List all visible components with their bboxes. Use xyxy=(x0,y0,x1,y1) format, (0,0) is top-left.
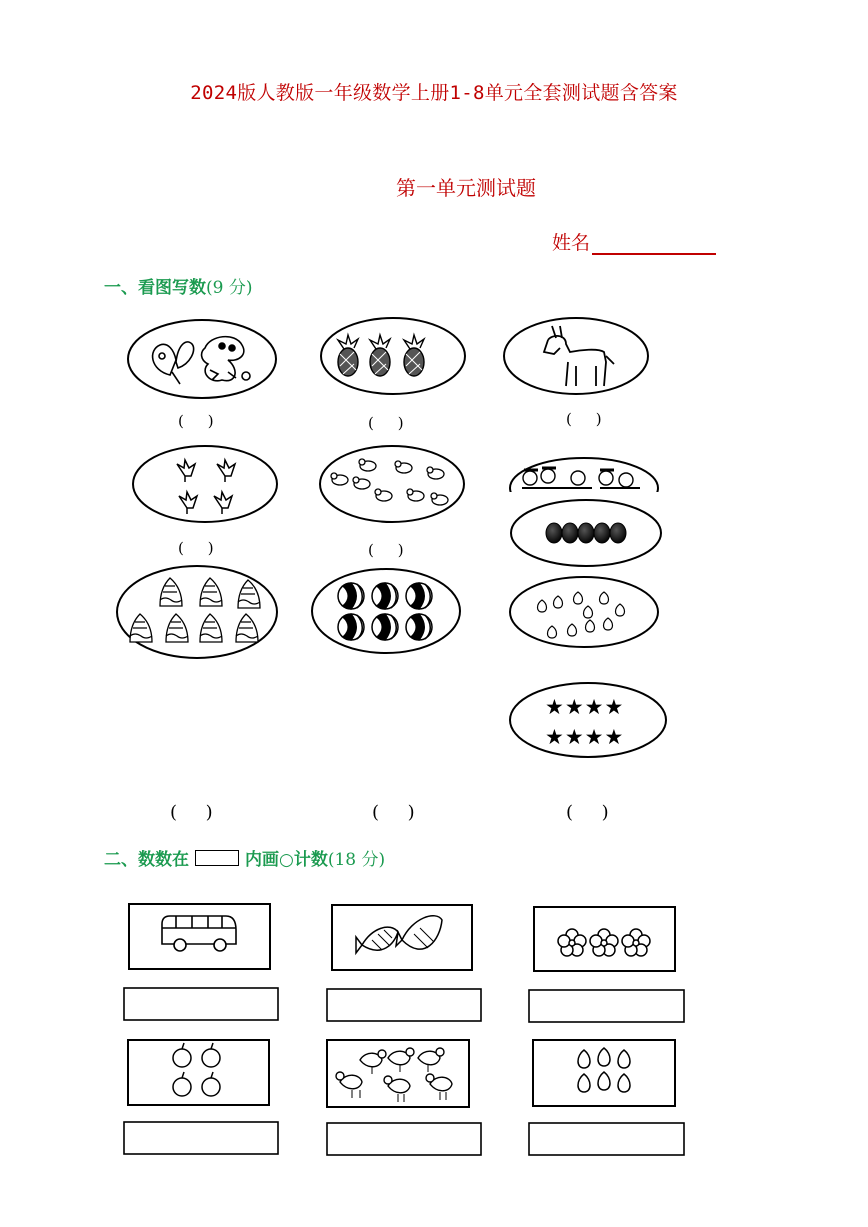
count-box xyxy=(529,1123,684,1155)
answer-blank[interactable]: ( ) xyxy=(178,539,214,557)
answer-blank[interactable]: ( ) xyxy=(566,410,602,428)
answer-blank[interactable]: ( ) xyxy=(170,802,213,823)
count-box xyxy=(327,1123,481,1155)
section2-heading-text: 二、数数在 xyxy=(104,850,189,870)
section2-score: (18 分) xyxy=(327,850,386,870)
answer-blank[interactable]: ( ) xyxy=(372,802,415,823)
count-box xyxy=(124,1122,278,1154)
document-title: 2024版人教版一年级数学上册1-8单元全套测试题含答案 xyxy=(190,82,678,104)
answer-blank[interactable]: ( ) xyxy=(368,541,404,559)
answer-blank[interactable]: ( ) xyxy=(178,412,214,430)
unit-title: 第一单元测试题 xyxy=(396,176,536,200)
flower-icons xyxy=(558,929,650,956)
count-box xyxy=(529,990,684,1022)
answer-blank[interactable]: ( ) xyxy=(566,802,609,823)
picture-frame xyxy=(128,1040,269,1105)
section1-heading-text: 一、看图写数 xyxy=(104,278,206,298)
count-box xyxy=(327,989,481,1021)
section1-score: (9 分) xyxy=(206,278,253,298)
section2-heading-text-2: 内画○计数 xyxy=(245,850,328,870)
name-label: 姓名 xyxy=(552,232,591,254)
answer-blank[interactable]: ( ) xyxy=(368,414,404,432)
star-icons: ★★★★ ★★★★ xyxy=(545,695,625,749)
count-box xyxy=(124,988,278,1020)
picture-frame xyxy=(332,905,472,970)
